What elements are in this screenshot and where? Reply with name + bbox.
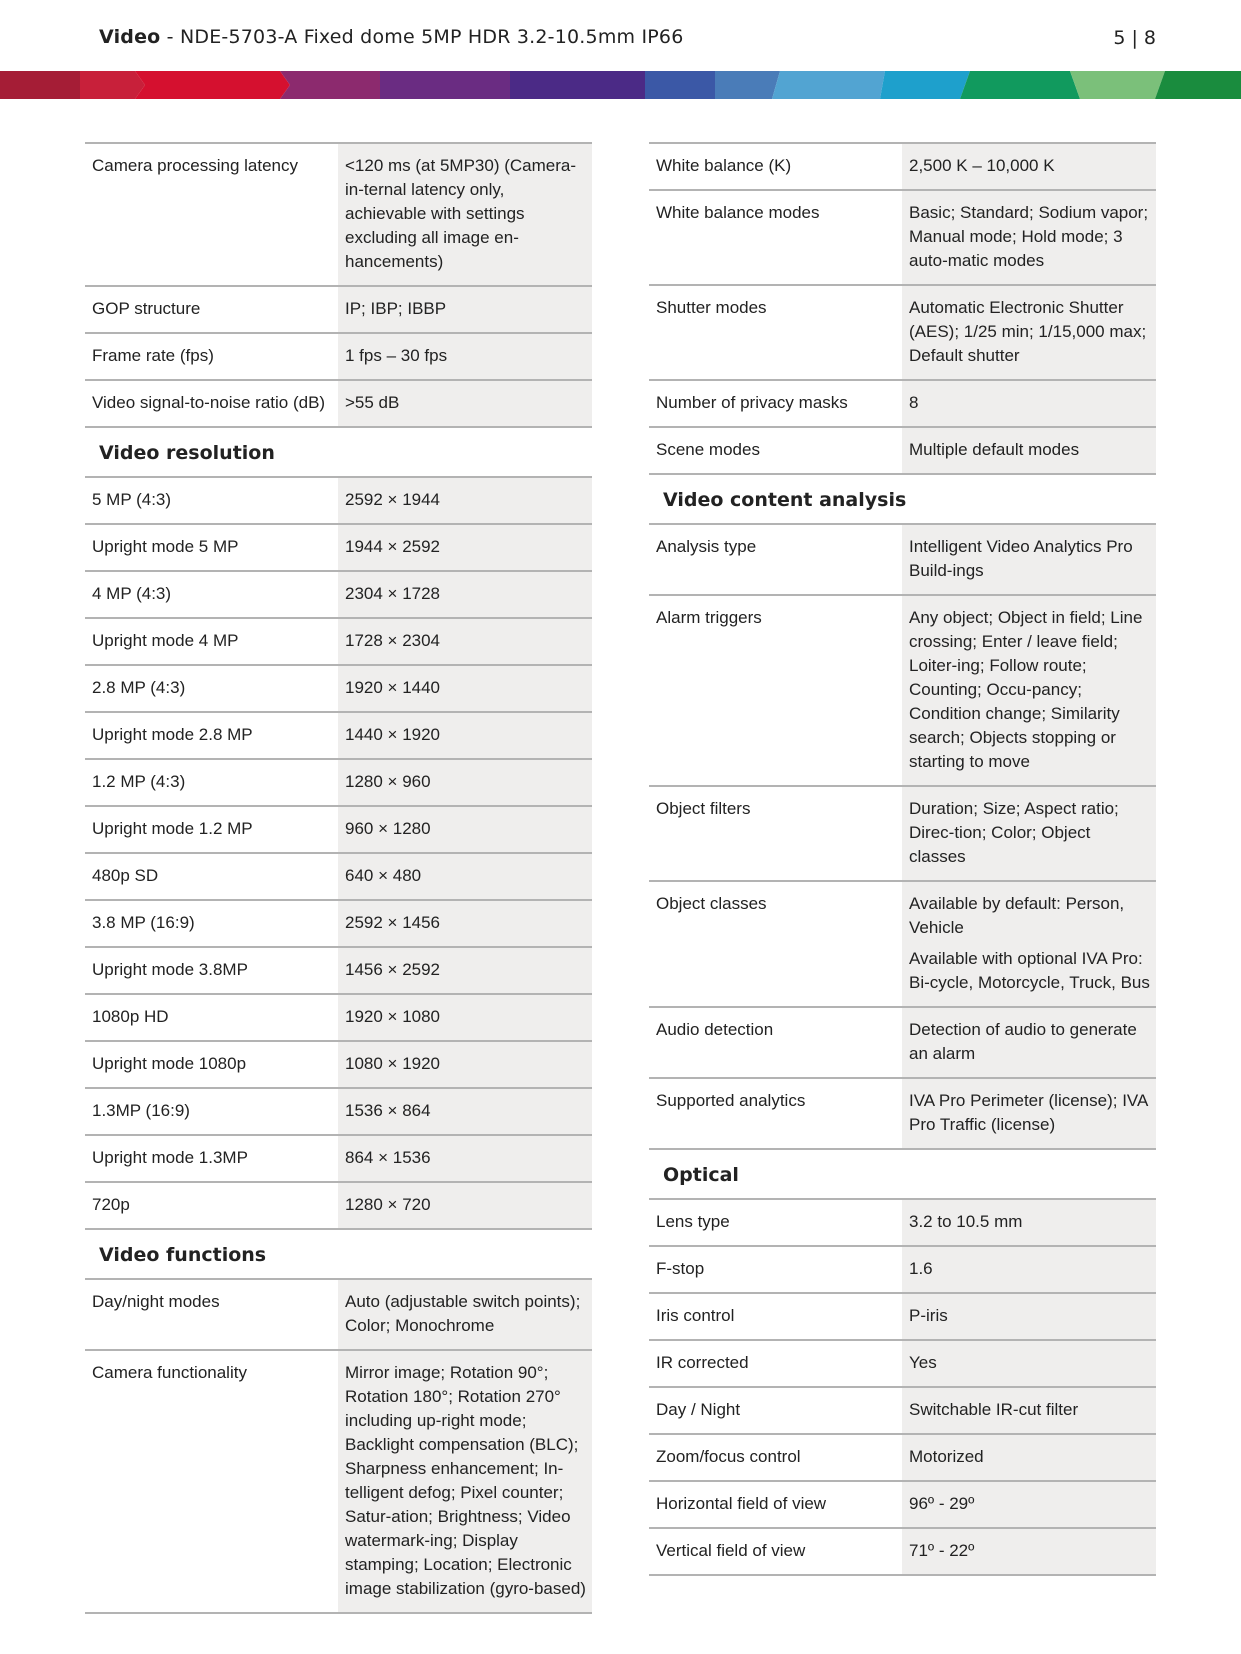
spec-value-text: 960 × 1280 <box>345 819 431 838</box>
spec-row <box>649 1481 1156 1528</box>
spec-row <box>85 1182 592 1229</box>
section-heading: Video functions <box>85 1229 592 1279</box>
spec-value <box>902 1528 1156 1575</box>
spec-value-text: 1 fps – 30 fps <box>345 346 448 365</box>
left-spec-table <box>85 142 592 1614</box>
spec-value-text: 71º - 22º <box>909 1541 975 1560</box>
spec-label: GOP structure <box>85 286 338 333</box>
spec-row <box>649 1078 1156 1149</box>
spec-value <box>338 618 592 665</box>
spec-row <box>85 286 592 333</box>
spec-value-text: <120 ms (at 5MP30) (Camera-in-ternal latency only, achievable with settings excluding all image en-hancements) <box>345 156 576 271</box>
document-title <box>99 26 684 48</box>
spec-value-text: Auto (adjustable switch points); Color; Monochrome <box>345 1292 581 1335</box>
spec-row <box>649 881 1156 1007</box>
spec-value-text: Multiple default modes <box>909 440 1080 459</box>
document-title-bold: Video <box>99 26 161 48</box>
spec-label: F-stop <box>649 1246 902 1293</box>
spec-label: Vertical field of view <box>649 1528 902 1575</box>
spec-label: Scene modes <box>649 427 902 474</box>
spec-row <box>649 1246 1156 1293</box>
spec-label: Video signal-to-noise ratio (dB) <box>85 380 338 427</box>
spec-label: Camera functionality <box>85 1350 338 1613</box>
spec-label: Iris control <box>649 1293 902 1340</box>
right-spec-table <box>649 142 1156 1576</box>
spec-label: Upright mode 3.8MP <box>85 947 338 994</box>
spec-row <box>85 665 592 712</box>
spec-row <box>649 1199 1156 1246</box>
spec-label: IR corrected <box>649 1340 902 1387</box>
spec-value-text: Duration; Size; Aspect ratio; Direc-tion; Color; Object classes <box>909 799 1119 866</box>
spec-row <box>85 618 592 665</box>
spec-value-text: Automatic Electronic Shutter (AES); 1/25 min; 1/15,000 max; Default shutter <box>909 298 1147 365</box>
spec-value <box>338 1088 592 1135</box>
spec-value <box>338 380 592 427</box>
spec-value-text: 1728 × 2304 <box>345 631 441 650</box>
spec-value <box>338 286 592 333</box>
spec-label: White balance (K) <box>649 143 902 190</box>
spec-value <box>902 881 1156 1007</box>
spec-value <box>338 1135 592 1182</box>
spec-value <box>338 477 592 524</box>
section-heading: Video resolution <box>85 427 592 477</box>
spec-row <box>85 524 592 571</box>
spec-label: Analysis type <box>649 524 902 595</box>
spec-value-text: 2592 × 1456 <box>345 913 441 932</box>
spec-label: Frame rate (fps) <box>85 333 338 380</box>
spec-label: 3.8 MP (16:9) <box>85 900 338 947</box>
spec-value <box>902 380 1156 427</box>
spec-value-text: Mirror image; Rotation 90°; Rotation 180°; Rotation 270° including up-right mode; Backlight compensation (BLC); Sharpness enhancement; In-telligent defog; Pixel counter; Satur-ation; Brightness; Video watermark-ing; Display stamping; Location; Electronic image stabilization (gyro-based) <box>345 1363 586 1598</box>
spec-row <box>649 143 1156 190</box>
spec-row <box>85 333 592 380</box>
spec-value <box>902 143 1156 190</box>
spec-value-text-secondary: Available with optional IVA Pro: Bi-cycle, Motorcycle, Truck, Bus <box>909 949 1150 992</box>
spec-label: Upright mode 5 MP <box>85 524 338 571</box>
spec-value <box>338 853 592 900</box>
spec-row <box>85 477 592 524</box>
spec-value <box>338 806 592 853</box>
spec-row <box>649 285 1156 380</box>
spec-label: Supported analytics <box>649 1078 902 1149</box>
spec-label: Lens type <box>649 1199 902 1246</box>
spec-label: Audio detection <box>649 1007 902 1078</box>
spec-value <box>338 947 592 994</box>
spec-value-text: 2,500 K – 10,000 K <box>909 156 1055 175</box>
spec-row <box>649 1434 1156 1481</box>
spec-row <box>85 1350 592 1613</box>
spec-label: Upright mode 1.2 MP <box>85 806 338 853</box>
spec-value-text: Basic; Standard; Sodium vapor; Manual mode; Hold mode; 3 auto-matic modes <box>909 203 1149 270</box>
spec-label: Day / Night <box>649 1387 902 1434</box>
left-spec-column <box>85 142 592 1614</box>
spec-value-text: Yes <box>909 1353 937 1372</box>
spec-row <box>649 595 1156 786</box>
spec-label: Upright mode 1.3MP <box>85 1135 338 1182</box>
spec-label: Object filters <box>649 786 902 881</box>
spec-label: White balance modes <box>649 190 902 285</box>
section-heading-row <box>85 1229 592 1279</box>
spec-value <box>338 1350 592 1613</box>
spec-label: Zoom/focus control <box>649 1434 902 1481</box>
spec-value <box>902 786 1156 881</box>
document-title-rest: - NDE-5703-A Fixed dome 5MP HDR 3.2-10.5mm IP66 <box>160 26 684 48</box>
spec-value <box>902 1199 1156 1246</box>
spec-value-text: 1080 × 1920 <box>345 1054 441 1073</box>
spec-row <box>649 1387 1156 1434</box>
spec-value-text: 1280 × 720 <box>345 1195 431 1214</box>
section-heading-row <box>85 427 592 477</box>
spec-value <box>902 1078 1156 1149</box>
spec-value-text: 2304 × 1728 <box>345 584 441 603</box>
spec-row <box>85 1279 592 1350</box>
spec-value-text: 1440 × 1920 <box>345 725 441 744</box>
spec-value-text: 1944 × 2592 <box>345 537 441 556</box>
spec-row <box>649 524 1156 595</box>
spec-row <box>85 712 592 759</box>
spec-row <box>85 571 592 618</box>
spec-value-text: Any object; Object in field; Line crossing; Enter / leave field; Loiter-ing; Follow route; Counting; Occu-pancy; Condition change; Similarity search; Objects stopping or starting to move <box>909 608 1143 771</box>
spec-label: 4 MP (4:3) <box>85 571 338 618</box>
spec-row <box>85 900 592 947</box>
spec-value-text: 3.2 to 10.5 mm <box>909 1212 1023 1231</box>
spec-value <box>902 285 1156 380</box>
spec-label: Upright mode 4 MP <box>85 618 338 665</box>
spec-value-text: Detection of audio to generate an alarm <box>909 1020 1137 1063</box>
spec-row <box>85 1088 592 1135</box>
spec-label: Object classes <box>649 881 902 1007</box>
section-heading: Video content analysis <box>649 474 1156 524</box>
spec-label: Camera processing latency <box>85 143 338 286</box>
spec-value <box>338 333 592 380</box>
page-header <box>0 0 1241 72</box>
spec-row <box>649 190 1156 285</box>
spec-row <box>85 759 592 806</box>
spec-row <box>649 786 1156 881</box>
page-number: 5 | 8 <box>1113 27 1156 49</box>
spec-value <box>338 665 592 712</box>
spec-value-text: >55 dB <box>345 393 400 412</box>
spec-label: 2.8 MP (4:3) <box>85 665 338 712</box>
spec-value-text: 1536 × 864 <box>345 1101 431 1120</box>
spec-value <box>902 1340 1156 1387</box>
spec-row <box>85 994 592 1041</box>
spec-value-text: 1280 × 960 <box>345 772 431 791</box>
spec-label: 1080p HD <box>85 994 338 1041</box>
section-heading-row <box>649 474 1156 524</box>
spec-label: Horizontal field of view <box>649 1481 902 1528</box>
spec-value <box>338 1279 592 1350</box>
spec-label: Upright mode 1080p <box>85 1041 338 1088</box>
spec-value-text: IP; IBP; IBBP <box>345 299 447 318</box>
section-heading-row <box>649 1149 1156 1199</box>
spec-value <box>338 1182 592 1229</box>
spec-value <box>902 1481 1156 1528</box>
spec-value-text: P-iris <box>909 1306 948 1325</box>
spec-value <box>902 1434 1156 1481</box>
spec-row <box>85 853 592 900</box>
spec-label: 1.2 MP (4:3) <box>85 759 338 806</box>
spec-label: 720p <box>85 1182 338 1229</box>
spec-row <box>649 1007 1156 1078</box>
spec-value <box>902 1007 1156 1078</box>
spec-label: Number of privacy masks <box>649 380 902 427</box>
spec-value-text: Available by default: Person, Vehicle <box>909 894 1125 937</box>
spec-value <box>902 1293 1156 1340</box>
spec-value-text: IVA Pro Perimeter (license); IVA Pro Traffic (license) <box>909 1091 1148 1134</box>
color-band <box>0 71 1241 99</box>
color-band-graphic <box>0 71 1241 99</box>
spec-value-text: 1456 × 2592 <box>345 960 441 979</box>
spec-value <box>902 427 1156 474</box>
spec-value <box>338 994 592 1041</box>
spec-value-text: 1920 × 1080 <box>345 1007 441 1026</box>
spec-value-text: 1.6 <box>909 1259 933 1278</box>
spec-row <box>85 1041 592 1088</box>
spec-label: 480p SD <box>85 853 338 900</box>
spec-value <box>338 143 592 286</box>
spec-value <box>338 712 592 759</box>
spec-value <box>338 524 592 571</box>
spec-row <box>85 143 592 286</box>
spec-label: 1.3MP (16:9) <box>85 1088 338 1135</box>
spec-row <box>649 1293 1156 1340</box>
section-heading: Optical <box>649 1149 1156 1199</box>
spec-label: 5 MP (4:3) <box>85 477 338 524</box>
spec-value-text: Motorized <box>909 1447 984 1466</box>
spec-value-text: 2592 × 1944 <box>345 490 441 509</box>
spec-value <box>338 759 592 806</box>
spec-label: Alarm triggers <box>649 595 902 786</box>
spec-value <box>902 190 1156 285</box>
spec-value <box>902 1387 1156 1434</box>
spec-value-text: 864 × 1536 <box>345 1148 431 1167</box>
spec-row <box>649 1340 1156 1387</box>
spec-value-text: 640 × 480 <box>345 866 422 885</box>
spec-value <box>338 571 592 618</box>
spec-value <box>338 1041 592 1088</box>
spec-value-text: 1920 × 1440 <box>345 678 441 697</box>
spec-value-text: Switchable IR-cut filter <box>909 1400 1079 1419</box>
spec-label: Upright mode 2.8 MP <box>85 712 338 759</box>
spec-label: Shutter modes <box>649 285 902 380</box>
spec-value-text: Intelligent Video Analytics Pro Build-ings <box>909 537 1133 580</box>
spec-row <box>649 427 1156 474</box>
spec-row <box>85 1135 592 1182</box>
spec-value <box>902 1246 1156 1293</box>
spec-row <box>85 806 592 853</box>
spec-row <box>85 947 592 994</box>
spec-label: Day/night modes <box>85 1279 338 1350</box>
spec-value <box>338 900 592 947</box>
right-spec-column <box>649 142 1156 1576</box>
spec-value-text: 8 <box>909 393 919 412</box>
spec-row <box>649 1528 1156 1575</box>
spec-value <box>902 524 1156 595</box>
spec-value <box>902 595 1156 786</box>
spec-row <box>85 380 592 427</box>
spec-value-text: 96º - 29º <box>909 1494 975 1513</box>
spec-row <box>649 380 1156 427</box>
